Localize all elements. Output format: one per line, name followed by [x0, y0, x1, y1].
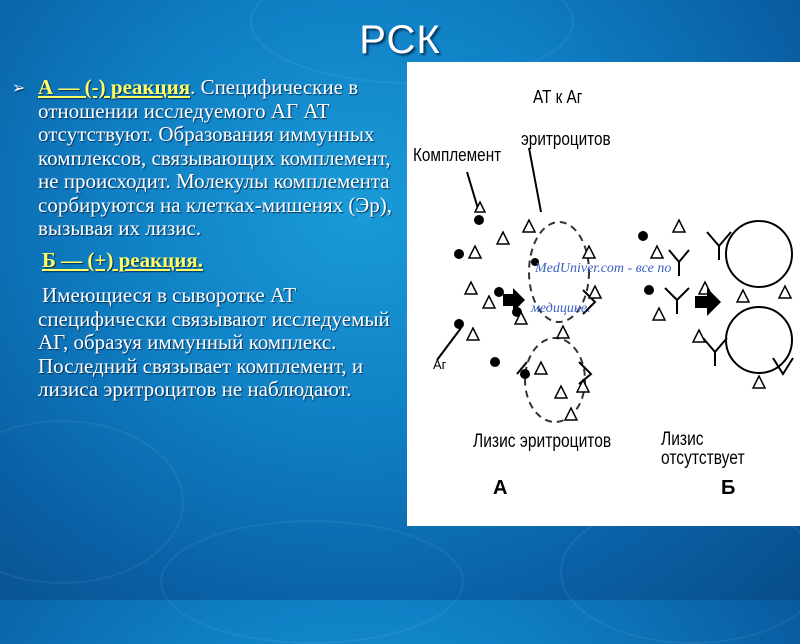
heading-a-period: .	[190, 75, 196, 99]
caption-b: Лизис отсутствует	[661, 429, 745, 469]
heading-b: Б — (+) реакция.	[42, 247, 203, 272]
text-a: Специфические в отношении исследуемого АГ АТ отсутствуют. Образования иммунных комплексов, связывающих комплемент, не происходит. Молекулы комплемента сорбируются на клетках-мишенях (Эр), вызывая их лизис.	[38, 75, 392, 240]
text-b: Имеющиеся в сыворотке АТ специфически связывают исследуемый АГ, образуя иммунный комплекс. Последний связывает комплемент, и лизиса эритроцитов не наблюдают.	[38, 283, 390, 401]
label-at-line1: АТ к Аг	[533, 87, 583, 107]
ripple-decoration	[160, 520, 464, 644]
letter-b: Б	[721, 477, 736, 499]
watermark-line2: медицине.	[531, 301, 591, 316]
watermark-line1: MedUniver.com - все по	[535, 261, 672, 276]
caption-a: Лизис эритроцитов	[473, 431, 612, 452]
heading-b-paragraph	[12, 249, 397, 273]
arrow-bullet-icon: ➢	[12, 78, 26, 97]
slide-title: РСК	[359, 18, 441, 62]
ripple-decoration	[0, 420, 184, 584]
label-complement: Комплемент	[413, 145, 502, 165]
slide-text	[12, 76, 397, 402]
label-at-line2: эритроцитов	[521, 129, 611, 149]
rsk-diagram	[407, 62, 800, 526]
letter-a: А	[493, 477, 508, 499]
bullet-item	[12, 76, 397, 241]
heading-a: А — (-) реакция	[38, 75, 191, 99]
label-ag: Аг	[433, 357, 447, 372]
